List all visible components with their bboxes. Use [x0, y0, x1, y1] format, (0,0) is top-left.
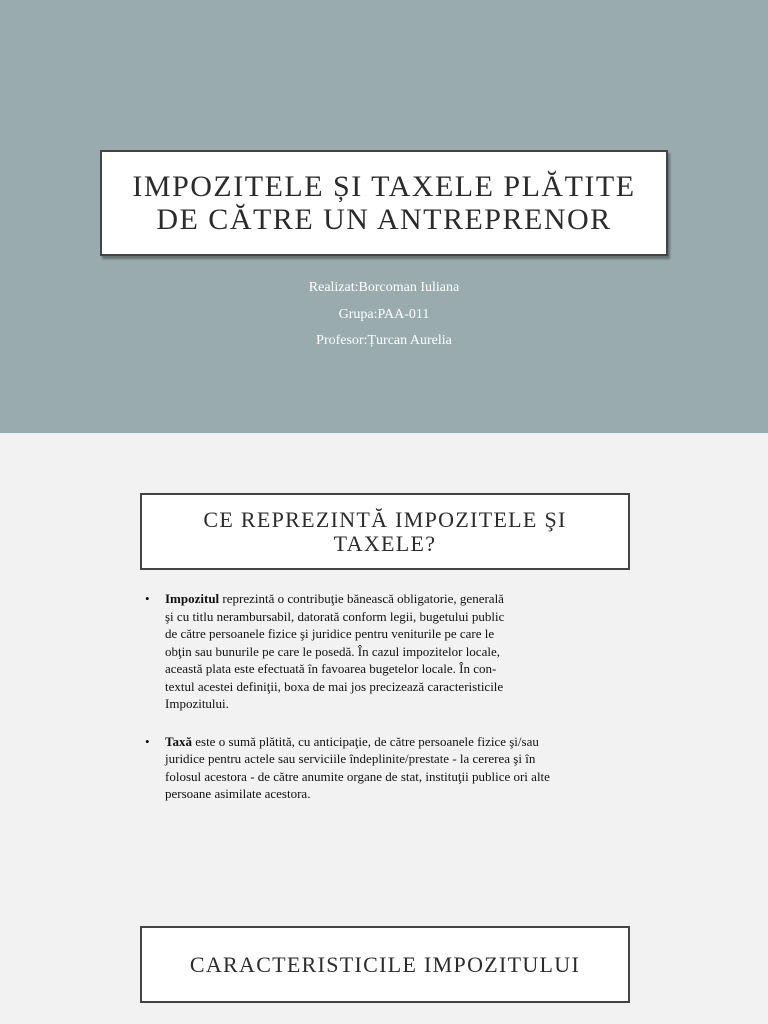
bullet-icon: • — [145, 591, 150, 606]
title-line-2: DE CĂTRE UN ANTREPRENOR — [156, 203, 612, 236]
author-text: Realizat:Borcoman Iuliana — [308, 280, 460, 295]
definitions-heading-line-2: TAXELE? — [333, 530, 437, 556]
definitions-heading-box — [140, 493, 630, 570]
definitions-list — [145, 590, 605, 803]
item1-line-4: obţin sau bunurile pe care le posedă. În cazul impozitelor locale, — [165, 643, 500, 659]
term-impozitul: Impozitul — [165, 591, 220, 606]
item1-line-7: Impozitului. — [165, 696, 229, 711]
list-item-taxa — [145, 733, 605, 803]
item1-text-1: reprezintă o contribuţie bănească obligatorie, generală — [219, 591, 504, 606]
item2-line-4: persoane asimilate acestora. — [165, 786, 311, 801]
definitions-heading-line-1: CE REPREZINTĂ IMPOZITELE ŞI — [203, 506, 567, 532]
characteristics-heading-box — [140, 926, 630, 1003]
bullet-icon: • — [145, 733, 150, 749]
item1-line-6: textul acestei definiţii, boxa de mai jos precizează caracteristicile — [165, 678, 504, 694]
professor-text: Profesor:Țurcan Aurelia — [316, 333, 452, 348]
item1-line-1 — [165, 590, 605, 608]
item1-line-2: şi cu titlu nerambursabil, datorată conform legii, bugetului public — [165, 608, 505, 624]
group-text: Grupa:PAA-011 — [338, 307, 430, 322]
item2-text-1: este o sumă plătită, cu anticipaţie, de către persoanele fizice şi/sau — [191, 733, 539, 749]
item1-line-3: de către persoanele fizice şi juridice pentru veniturile pe care le — [165, 626, 495, 641]
item1-line-5: această plata este efectuată în favoarea bugetelor locale. În con- — [165, 661, 497, 676]
item2-line-2: juridice pentru actele sau serviciile îndeplinite/prestate - la cererea şi în — [165, 751, 536, 766]
characteristics-heading: CARACTERISTICILE IMPOZITULUI — [189, 951, 581, 977]
term-taxa: Taxă — [165, 733, 192, 749]
list-item-impozit — [145, 590, 605, 713]
title-slide — [0, 0, 768, 433]
title-line-1: IMPOZITELE ȘI TAXELE PLĂTITE — [132, 170, 636, 203]
title-box — [100, 150, 668, 256]
item2-line-3: folosul acestora - de către anumite organe de stat, instituţii publice ori alte — [165, 768, 550, 784]
item2-line-1 — [165, 733, 605, 751]
